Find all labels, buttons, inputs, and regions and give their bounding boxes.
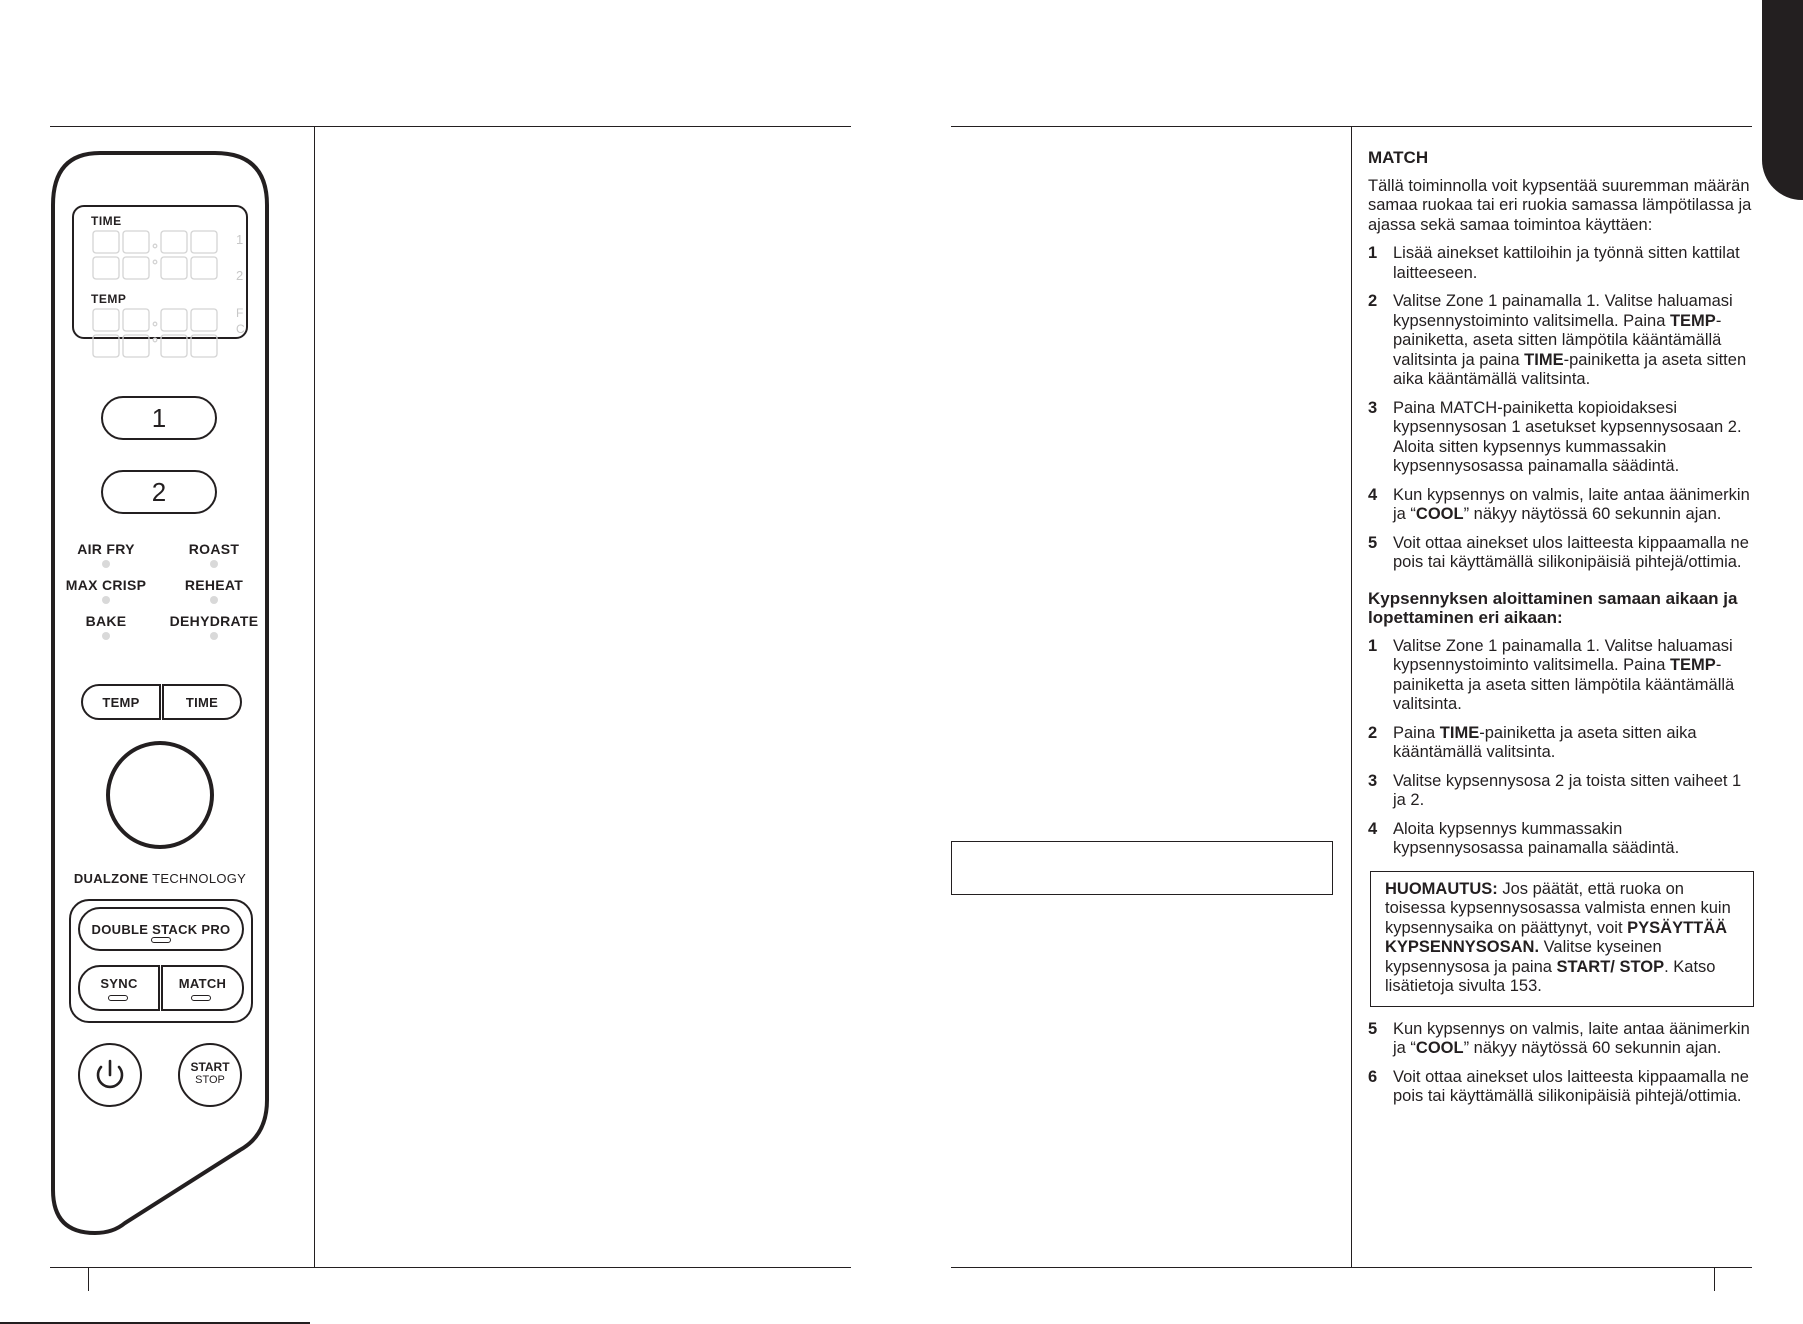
- power-button[interactable]: [78, 1043, 142, 1107]
- left-page-column-divider: [314, 126, 315, 1267]
- step-bold: COOL: [1415, 1039, 1464, 1057]
- step-number: 3: [1368, 398, 1378, 417]
- function-max-crisp[interactable]: MAX CRISP: [65, 577, 147, 593]
- brand-regular-text: TECHNOLOGY: [148, 871, 247, 886]
- step-text: -painiketta ja aseta sitten aika kääntämällä valitsinta.: [1393, 350, 1747, 388]
- note-text: . Katso lisätietoja sivulta 153.: [1385, 957, 1716, 995]
- step-bold: TEMP: [1669, 656, 1716, 674]
- list-item: [1368, 292, 1754, 390]
- note-label: HUOMAUTUS:: [1385, 879, 1498, 898]
- double-stack-pro-led: [151, 937, 171, 943]
- lcd-zone-2-indicator: 2: [236, 268, 244, 283]
- lcd-zone-1-indicator: 1: [236, 232, 244, 247]
- step-text: Lisää ainekset kattiloihin ja työnnä sitten kattilat laitteeseen.: [1393, 244, 1740, 282]
- function-bake[interactable]: BAKE: [85, 613, 127, 629]
- right-page-column-divider: [1351, 126, 1352, 1267]
- lcd-celsius-indicator: C: [236, 322, 245, 336]
- step-bold: TIME: [1524, 350, 1564, 369]
- function-roast-indicator: [210, 560, 218, 568]
- step-text: Kun kypsennys on valmis, laite antaa äänimerkin ja “: [1393, 1019, 1750, 1057]
- function-bake-indicator: [102, 632, 110, 640]
- step-number: 5: [1368, 533, 1378, 552]
- sync-button[interactable]: [78, 965, 160, 1011]
- match-led: [191, 995, 211, 1001]
- match-steps-list: [1368, 244, 1754, 573]
- temp-button[interactable]: TEMP: [81, 684, 161, 720]
- lcd-time-digits: [91, 228, 244, 284]
- note-box: [1370, 871, 1754, 1007]
- brand-bold-text: DUALZONE: [73, 871, 149, 886]
- step-text: Valitse Zone 1 painamalla 1. Valitse haluamasi kypsennystoiminto valitsimella. Paina: [1393, 292, 1733, 330]
- step-text: Valitse kypsennysosa 2 ja toista sitten vaiheet 1 ja 2.: [1393, 771, 1742, 809]
- list-item: [1368, 399, 1754, 477]
- left-page-footer-tick: [88, 1267, 89, 1291]
- double-stack-pro-button[interactable]: [78, 907, 244, 951]
- step-text: Voit ottaa ainekset ulos laitteesta kippaamalla ne pois tai käyttämällä silikonipäisiä pihtejä/ottimia.: [1393, 533, 1749, 571]
- step-number: 3: [1368, 771, 1378, 790]
- step-bold: COOL: [1415, 505, 1464, 523]
- start-label: START: [190, 1060, 230, 1074]
- step-text: -painiketta ja aseta sitten aika kääntämällä valitsinta.: [1393, 723, 1697, 761]
- right-page-footer-tick: [1714, 1267, 1715, 1291]
- step-text: Valitse Zone 1 painamalla 1. Valitse haluamasi kypsennystoiminto valitsimella. Paina: [1393, 636, 1733, 674]
- subheading: Kypsennyksen aloittaminen samaan aikaan ja lopettaminen eri aikaan:: [1368, 588, 1738, 627]
- right-page-bottom-rule: [951, 1267, 1752, 1268]
- sync-label: SYNC: [100, 976, 138, 991]
- step-number: 1: [1368, 636, 1378, 655]
- match-instructions: [1368, 148, 1754, 1116]
- list-item: [1368, 1020, 1754, 1059]
- step-text: Paina MATCH-painiketta kopioidaksesi kypsennysosan 1 asetukset kypsennysosaan 2. Aloita sitten kypsennys kummassakin kypsennysosassa painamalla säädintä.: [1393, 398, 1742, 475]
- lcd-temp-label: TEMP: [91, 292, 127, 306]
- list-item: [1368, 244, 1754, 283]
- zone-2-button[interactable]: 2: [101, 470, 217, 514]
- intro-paragraph: Tällä toiminnolla voit kypsentää suuremman määrän samaa ruokaa tai eri ruokia samassa lämpötilassa ja ajassa sekä samaa toimintoa käyttäen:: [1368, 176, 1752, 234]
- final-steps-list: [1368, 1020, 1754, 1107]
- function-dehydrate[interactable]: DEHYDRATE: [169, 613, 259, 629]
- function-max-crisp-indicator: [102, 596, 110, 604]
- lcd-fahrenheit-indicator: F: [236, 306, 244, 320]
- lcd-temp-digits: [91, 306, 244, 362]
- list-item: [1368, 820, 1754, 859]
- note-text: Jos päätät, että ruoka on toisessa kypsennysosassa valmista ennen kuin kypsennysaika on päättynyt, voit: [1385, 879, 1731, 937]
- step-bold: TIME: [1439, 723, 1480, 742]
- step-number: 4: [1368, 485, 1378, 504]
- control-dial[interactable]: [106, 741, 214, 849]
- function-air-fry[interactable]: AIR FRY: [77, 541, 135, 557]
- step-text: ” näkyy näytössä 60 sekunnin ajan.: [1463, 1039, 1722, 1057]
- step-number: 4: [1368, 819, 1378, 838]
- list-item: [1368, 1068, 1754, 1107]
- step-text: Voit ottaa ainekset ulos laitteesta kippaamalla ne pois tai käyttämällä silikonipäisiä pihtejä/ottimia.: [1393, 1067, 1749, 1105]
- list-item: [1368, 772, 1754, 811]
- step-text: Paina: [1393, 723, 1440, 742]
- function-roast[interactable]: ROAST: [188, 541, 240, 557]
- power-icon: [80, 1045, 140, 1105]
- step-number: 6: [1368, 1067, 1378, 1086]
- step-number: 2: [1368, 292, 1378, 310]
- match-label: MATCH: [178, 976, 227, 991]
- section-tab: [1762, 0, 1803, 200]
- list-item: [1368, 724, 1754, 763]
- stagger-steps-list: [1368, 637, 1754, 859]
- step-text: Kun kypsennys on valmis, laite antaa äänimerkin ja “: [1393, 485, 1750, 523]
- step-text: ” näkyy näytössä 60 sekunnin ajan.: [1463, 505, 1722, 523]
- note-text: Valitse kyseinen kypsennysosa ja paina: [1385, 938, 1662, 976]
- stop-label: STOP: [195, 1074, 225, 1086]
- dualzone-brand-label: [57, 871, 263, 886]
- left-page-bottom-rule: [50, 1267, 851, 1268]
- step-text: Aloita kypsennys kummassakin kypsennysosassa painamalla säädintä.: [1393, 819, 1680, 857]
- list-item: [1368, 534, 1754, 573]
- function-reheat[interactable]: REHEAT: [184, 577, 244, 593]
- note-bold: PYSÄYTTÄÄ KYPSENNYSOSAN.: [1385, 918, 1728, 956]
- sync-led: [108, 995, 128, 1001]
- step-number: 2: [1368, 723, 1378, 742]
- note-bold: START/ STOP: [1556, 957, 1665, 976]
- step-text: -painiketta ja aseta sitten lämpötila kääntämällä valitsinta.: [1393, 656, 1735, 713]
- function-dehydrate-indicator: [210, 632, 218, 640]
- start-stop-button[interactable]: [178, 1043, 242, 1107]
- time-button[interactable]: TIME: [162, 684, 242, 720]
- step-text: -painiketta, aseta sitten lämpötila kääntämällä valitsinta ja paina: [1393, 311, 1722, 369]
- double-stack-pro-label: DOUBLE STACK PRO: [91, 921, 231, 937]
- list-item: [1368, 486, 1754, 525]
- list-item: [1368, 637, 1754, 715]
- step-bold: TEMP: [1669, 311, 1716, 330]
- section-title: MATCH: [1368, 148, 1429, 167]
- zone-1-button[interactable]: 1: [101, 396, 217, 440]
- step-number: 5: [1368, 1019, 1378, 1038]
- lcd-time-label: TIME: [91, 214, 122, 228]
- match-button[interactable]: [161, 965, 244, 1011]
- control-panel: [45, 150, 275, 1240]
- empty-callout-box: [951, 841, 1333, 895]
- function-reheat-indicator: [210, 596, 218, 604]
- left-page-top-rule: [50, 126, 851, 127]
- function-air-fry-indicator: [102, 560, 110, 568]
- step-number: 1: [1368, 244, 1378, 262]
